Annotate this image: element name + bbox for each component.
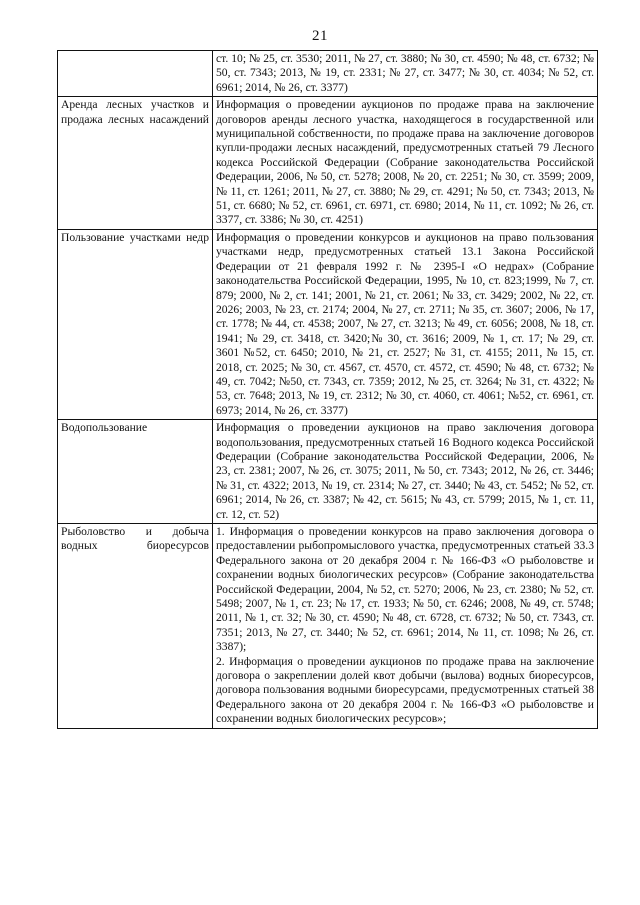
info-cell [213, 420, 598, 524]
table-row [58, 229, 598, 419]
info-cell [213, 51, 598, 97]
topic-cell: Рыболовство и добыча водных биоресурсов [58, 524, 213, 729]
topic-cell: Водопользование [58, 420, 213, 524]
info-cell [213, 97, 598, 230]
topic-cell [58, 51, 213, 97]
info-cell [213, 524, 598, 729]
registry-table [57, 50, 598, 729]
table-row [58, 97, 598, 230]
info-paragraph: ст. 10; № 25, ст. 3530; 2011, № 27, ст. 3880; № 30, ст. 4590; № 48, ст. 6732; № 50, ст. 7343; 2013, № 19, ст. 2331; № 27, ст. 3477; № 30, ст. 4034; № 52, ст. 6961; 2014, № 26, ст. 3377) [216, 52, 594, 94]
table-row [58, 524, 598, 729]
info-paragraph: Информация о проведении аукционов по продаже права на заключение договоров аренды лесного участка, находящегося в государственной или муниципальной собственности, по продаже права на заключение договоров купли-продажи лесных насаждений, предусмотренных статьей 79 Лесного кодекса Российской Федерации (Собрание законодательства Российской Федерации, 2006, № 50, ст. 5278; 2008, № 20, ст. 2251; № 30, ст. 3599; 2009, № 11, ст. 1261; 2011, № 27, ст. 3880; № 29, ст. 4291; № 50, ст. 7343; 2013, № 51, ст. 6680; № 52, ст. 6961, ст. 6971, ст. 6980; 2014, № 11, ст. 1092; № 26, ст. 3377, ст. 3386; № 30, ст. 4251) [216, 98, 594, 227]
info-paragraph: 2. Информация о проведении аукционов по продаже права на заключение договора о закреплении долей квот добычи (вылова) водных биоресурсов, договора пользования водными биоресурсами, предусмотренных статьей 38 Федерального закона от 20 декабря 2004 г. № 166-ФЗ «О рыболовстве и сохранении водных биологических ресурсов»; [216, 654, 594, 726]
table-row [58, 420, 598, 524]
topic-cell: Пользование участками недр [58, 229, 213, 419]
topic-cell: Аренда лесных участков и продажа лесных насаждений [58, 97, 213, 230]
info-paragraph: Информация о проведении аукционов на право заключения договора водопользования, предусмотренных статьей 16 Водного кодекса Российской Федерации (Собрание законодательства Российской Федерации, 2006, № 23, ст. 2381; 2007, № 26, ст. 3075; 2011, № 50, ст. 7343; 2012, № 26, ст. 3446; № 31, ст. 4322; 2013, № 19, ст. 2314; № 27, ст. 3440; № 43, ст. 5452; № 52, ст. 6961; 2014, № 26, ст. 3387; № 42, ст. 5615; № 43, ст. 5799; 2015, № 1, ст. 11, ст. 12, ст. 52) [216, 421, 594, 521]
info-paragraph: 1. Информация о проведении конкурсов на право заключения договора о предоставлении рыбопромыслового участка, предусмотренных статьей 33.3 Федерального закона от 20 декабря 2004 г. № 166-ФЗ «О рыболовстве и сохранении водных биологических ресурсов» (Собрание законодательства Российской Федерации, 2004, № 52, ст. 5270; 2006, № 23, ст. 2380; № 52, ст. 5498; 2007, № 1, ст. 23; № 17, ст. 1933; № 50, ст. 6246; 2008, № 49, ст. 5748; 2011, № 1, ст. 32; № 30, ст. 4590; № 48, ст. 6728, ст. 6732; № 50, ст. 7343, ст. 7351; 2013, № 27, ст. 3440; № 52, ст. 6961; 2014, № 11, ст. 1098; № 26, ст. 3387); [216, 525, 594, 654]
table-row [58, 51, 598, 97]
page-number: 21 [312, 28, 328, 44]
info-paragraph: Информация о проведении конкурсов и аукционов на право пользования участками недр, предусмотренных статьей 13.1 Закона Российской Федерации от 21 февраля 1992 г. № 2395-I «О недрах» (Собрание законодательства Российской Федерации, 1995, № 10, ст. 823;1999, № 7, ст. 879; 2000, № 2, ст. 141; 2001, № 21, ст. 2061; № 33, ст. 3429; 2002, № 22, ст. 2026; 2003, № 23, ст. 2174; 2004, № 27, ст. 2711; № 35, ст. 3607; 2006, № 17, ст. 1778; № 44, ст. 4538; 2007, № 27, ст. 3213; № 49, ст. 6056; 2008, № 18, ст. 1941; № 29, ст. 3418, ст. 3420;№ 30, ст. 3616; 2009, № 1, ст. 17; № 29, ст. 3601 №52, ст. 6450; 2010, № 21, ст. 2527; № 31, ст. 4155; 2011, № 15, ст. 2018, ст. 2025; № 30, ст. 4567, ст. 4570, ст. 4572, ст. 4590; № 48, ст. 6732; № 49, ст. 7042; №50, ст. 7343, ст. 7359; 2012, № 25, ст. 3264; № 31, ст. 4322; № 53, ст. 7648; 2013, № 19, ст. 2312; № 30, ст. 4060, ст. 4061; №52, ст. 6961, ст. 6973; 2014, № 26, ст. 3377) [216, 230, 594, 417]
info-cell [213, 229, 598, 419]
